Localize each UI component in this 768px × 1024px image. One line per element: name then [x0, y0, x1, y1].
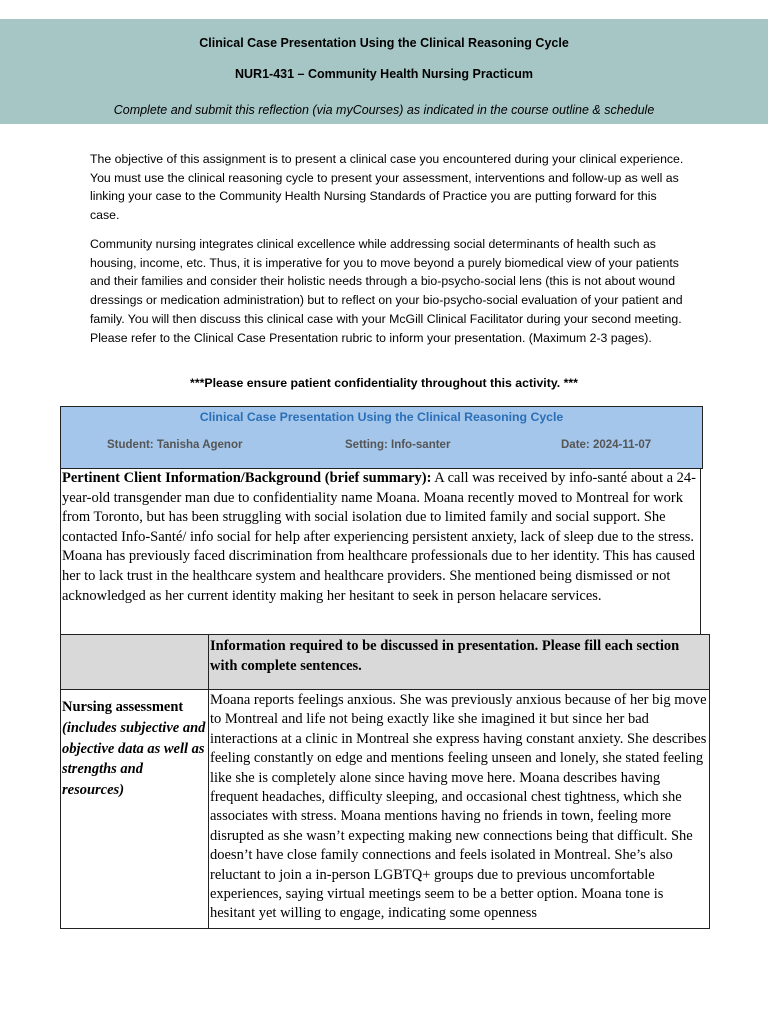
objective-paragraph: The objective of this assignment is to present a clinical case you encountered during your clinical experience. You must use the clinical reasoning cycle to present your assessment, interventions and follow-up as well as linking your case to the Community Health Nursing Standards of Practice you are putting forward for this case. [90, 152, 684, 223]
title-banner [0, 19, 768, 124]
row-label: Nursing assessment [62, 699, 184, 715]
submission-instruction: Complete and submit this reflection (via myCourses) as indicated in the course outline & schedule [113, 103, 655, 117]
setting: Setting: Info-santer [345, 439, 451, 451]
client-background [60, 468, 701, 634]
nursing-assessment-text: Moana reports feelings anxious. She was previously anxious because of her big move to Montreal and life not being exactly like she imagined it but since her bad interactions at a clinic in Montreal she express having constant anxiety. She describes feeling constantly on edge and mentions feeling unseen and lonely, she stated feeling like she is completely alone since having move here. Moana describes having frequent headaches, difficulty sleeping, and occasional chest tightness, which she associates with stress. Moana mentions having no friends in town, feeling more disrupted as she wasn’t expecting making new connections being that difficult. She doesn’t have close family connections and feels isolated in Montreal. She’s also reluctant to join a in-person LGBTQ+ groups due to previous uncomfortable experiences, saying virtual meetings seem to be a better option. Moana tone is hesitant yet willing to engage, indicating some openness [209, 690, 710, 929]
client-background-label: Pertinent Client Information/Background (brief summary): [62, 470, 432, 486]
community-nursing-paragraph: Community nursing integrates clinical excellence while addressing social determinants of health such as housing, income, etc. Thus, it is imperative for you to move beyond a purely biomedical view of your patients and their families and consider their holistic needs through a bio-psycho-social lens (this is not about wound dressings or medication administration) but to reflect on your bio-psycho-social evaluation of your patient and family. You will then discuss this clinical case with your McGill Clinical Facilitator during your second meeting. Please refer to the Clinical Case Presentation rubric to inform your presentation. (Maximum 2-3 pages). [90, 237, 683, 345]
confidentiality-notice: ***Please ensure patient confidentiality throughout this activity. *** [190, 376, 578, 390]
header-empty-cell [61, 635, 209, 690]
table-header: Information required to be discussed in presentation. Please fill each section with complete sentences. [209, 635, 710, 690]
assessment-table [60, 634, 710, 929]
client-background-text: A call was received by info-santé about a 24-year-old transgender man due to confidentiality name Moana. Moana recently moved to Montreal for work from Toronto, but has been struggling with social isolation due to limited family and social support. She contacted Info-Santé/ info social for help after experiencing persistent anxiety, lack of sleep due to the stress. Moana has previously faced discrimination from healthcare professionals due to her identity. This has caused her to lack trust in the healthcare system and healthcare providers. She mentioned being dismissed or not acknowledged as her current identity making her hesitant to seek in person helacare services. [62, 470, 696, 604]
case-header [60, 406, 703, 469]
table-header-row [61, 635, 710, 690]
table-row [61, 690, 710, 929]
student-name: Student: Tanisha Agenor [107, 439, 243, 451]
course-code: NUR1-431 – Community Health Nursing Practicum [235, 67, 533, 81]
row-label-cell [61, 690, 209, 929]
case-header-title: Clinical Case Presentation Using the Clinical Reasoning Cycle [199, 410, 564, 424]
row-label-detail: (includes subjective and objective data as well as strengths and resources) [62, 719, 206, 799]
date: Date: 2024-11-07 [561, 439, 652, 451]
document-title: Clinical Case Presentation Using the Clinical Reasoning Cycle [199, 36, 569, 50]
